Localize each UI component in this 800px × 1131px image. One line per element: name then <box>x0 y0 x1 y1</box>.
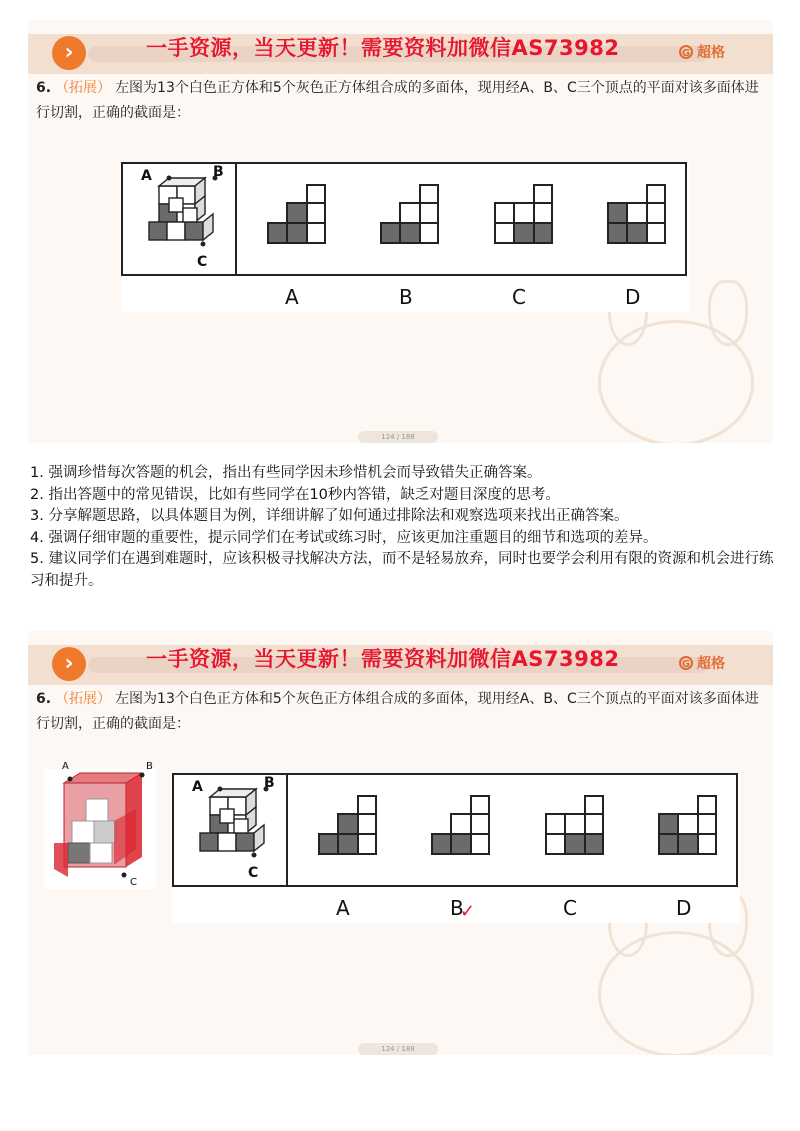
brand-logo: G 超格 <box>679 653 725 673</box>
option-d-label[interactable]: D <box>676 896 692 920</box>
page-indicator: 124 / 188 <box>358 431 438 443</box>
option-a-shape[interactable] <box>318 795 378 870</box>
lecture-notes <box>30 463 775 592</box>
vertex-label-a: A <box>192 779 203 795</box>
option-a-label[interactable]: A <box>336 896 350 920</box>
solution-label-a: A <box>62 761 69 772</box>
brand-logo-icon: G <box>679 656 693 670</box>
vertex-label-c: C <box>197 254 208 270</box>
next-arrow-icon[interactable]: › <box>52 647 86 681</box>
question-body: 左图为13个白色正方体和5个灰色正方体组合成的多面体，现用经A、B、C三个顶点的平面对该多面体进行切割，正确的截面是： <box>36 80 759 121</box>
page-indicator: 124 / 188 <box>358 1043 438 1055</box>
question-figure <box>172 773 740 923</box>
option-b-shape[interactable] <box>431 795 491 870</box>
solution-label-c: C <box>130 877 137 888</box>
figure-divider <box>235 162 237 276</box>
solution-figure <box>44 761 156 889</box>
solution-label-b: B <box>146 761 153 772</box>
option-c-shape[interactable] <box>545 795 605 870</box>
note-item: 5. 建议同学们在遇到难题时，应该积极寻找解决方法，而不是轻易放弃，同时也要学会利用有限的资源和机会进行练习和提升。 <box>30 551 774 589</box>
option-b-shape[interactable] <box>380 184 440 259</box>
option-c-label[interactable]: C <box>563 896 577 920</box>
option-b-label[interactable]: B <box>399 285 413 309</box>
brand-logo-icon: G <box>679 45 693 59</box>
vertex-label-b: B <box>213 164 224 180</box>
note-item: 1. 强调珍惜每次答题的机会，指出有些同学因未珍惜机会而导致错失正确答案。 <box>30 465 542 481</box>
question-number: 6. <box>36 691 52 707</box>
option-c-label[interactable]: C <box>512 285 526 309</box>
question-body: 左图为13个白色正方体和5个灰色正方体组合成的多面体，现用经A、B、C三个顶点的平面对该多面体进行切割，正确的截面是： <box>36 691 759 732</box>
solution-cube-icon <box>44 769 156 889</box>
option-b-label[interactable]: B <box>450 896 464 920</box>
option-d-shape[interactable] <box>607 184 667 259</box>
option-a-label[interactable]: A <box>285 285 299 309</box>
question-number: 6. <box>36 80 52 96</box>
question-tag: （拓展） <box>55 80 112 96</box>
correct-check-icon: ✓ <box>460 901 476 922</box>
option-d-label[interactable]: D <box>625 285 641 309</box>
question-text <box>36 76 764 126</box>
question-figure <box>121 162 689 312</box>
vertex-label-a: A <box>141 168 152 184</box>
note-item: 2. 指出答题中的常见错误，比如有些同学在10秒内答错，缺乏对题目深度的思考。 <box>30 486 560 503</box>
question-tag: （拓展） <box>55 691 112 707</box>
figure-divider <box>286 773 288 887</box>
option-c-shape[interactable] <box>494 184 554 259</box>
lecture-slide-1 <box>28 20 773 443</box>
note-item: 3. 分享解题思路，以具体题目为例，详细讲解了如何通过排除法和观察选项来找出正确答案。 <box>30 508 629 524</box>
watermark-text: 一手资源，当天更新！需要资料加微信AS73982 <box>146 647 620 671</box>
question-text <box>36 687 764 737</box>
watermark-text: 一手资源，当天更新！需要资料加微信AS73982 <box>146 36 620 60</box>
option-d-shape[interactable] <box>658 795 718 870</box>
lecture-slide-2 <box>28 631 773 1055</box>
option-a-shape[interactable] <box>267 184 327 259</box>
brand-logo: G 超格 <box>679 42 725 62</box>
note-item: 4. 强调仔细审题的重要性，提示同学们在考试或练习时，应该更加注重题目的细节和选项的差异。 <box>30 529 658 546</box>
vertex-label-b: B <box>264 775 275 791</box>
vertex-label-c: C <box>248 865 259 881</box>
next-arrow-icon[interactable]: › <box>52 36 86 70</box>
